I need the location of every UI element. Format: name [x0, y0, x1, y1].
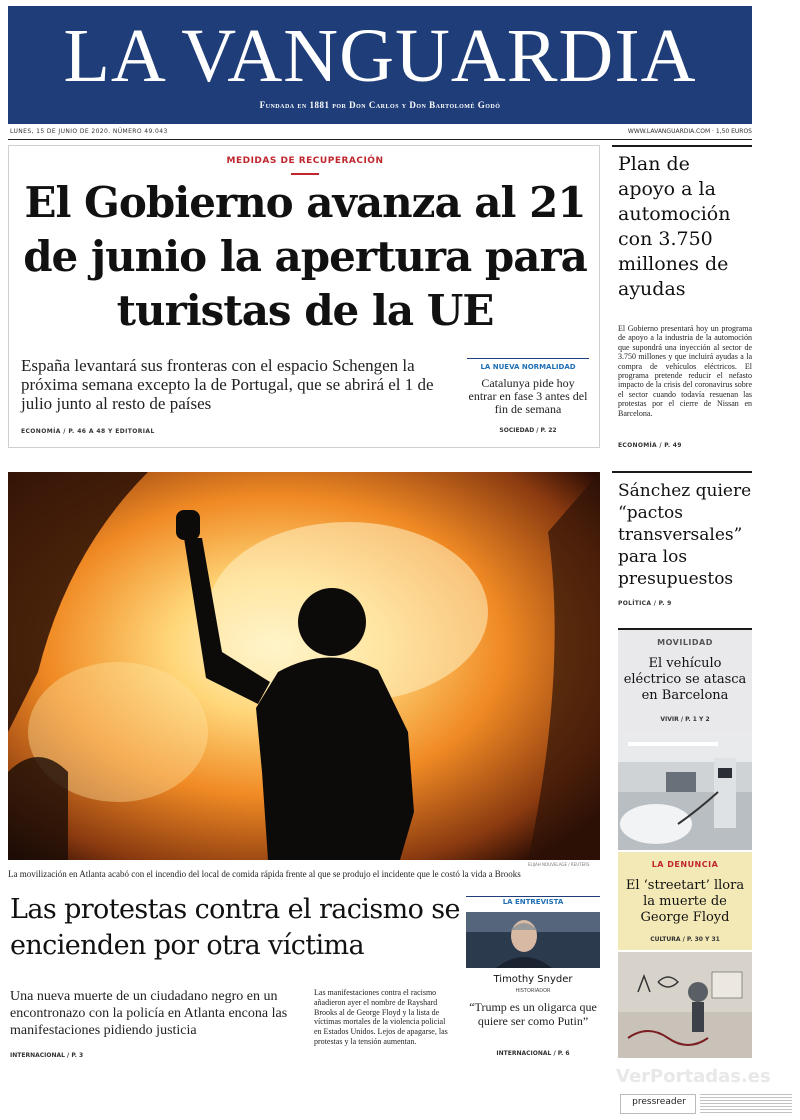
- movilidad-section: VIVIR / P. 1 Y 2: [660, 716, 710, 723]
- sidebar-text: Catalunya pide hoy entrar en fase 3 antes del fin de semana: [468, 376, 588, 416]
- web-price: WWW.LAVANGUARDIA.COM · 1,50 EUROS: [627, 128, 752, 135]
- interview-quote: “Trump es un oligarca que quiere ser como Putin”: [469, 1000, 597, 1028]
- pressreader-label: pressreader: [632, 1097, 686, 1107]
- interview-kicker: LA ENTREVISTA: [502, 898, 564, 906]
- auto-plan-headline[interactable]: Plan de apoyo a la automoción con 3.750 millones de ayudas: [618, 153, 731, 300]
- denuncia-section: CULTURA / P. 30 Y 31: [650, 936, 720, 943]
- newspaper-subtitle: Fundada en 1881 por Don Carlos y Don Bartolomé Godó: [259, 100, 501, 110]
- fire-protest-photo: [8, 472, 600, 860]
- right-col-rule-2: [612, 471, 752, 473]
- protests-headline[interactable]: Las protestas contra el racismo se encienden por otra víctima: [10, 894, 460, 961]
- lead-deck: España levantará sus fronteras con el espacio Schengen la próxima semana excepto la de Portugal, que se abrirá el 1 de julio junto al resto de países: [21, 356, 434, 413]
- dateline: LUNES, 15 DE JUNIO DE 2020. NÚMERO 49.043: [10, 128, 168, 135]
- movilidad-panel[interactable]: [618, 628, 752, 732]
- lead-story[interactable]: [8, 145, 600, 448]
- protests-section[interactable]: INTERNACIONAL / P. 3: [10, 1052, 84, 1059]
- newspaper-title: LA VANGUARDIA: [63, 14, 697, 98]
- photo-caption: La movilización en Atlanta acabó con el incendio del local de comida rápida frente al que se produjo el incidente que le costó la vida a Brooks: [8, 869, 521, 879]
- photo-credit: ELIJAH NOUVELAGE / REUTERS: [528, 862, 590, 867]
- kicker-underline: [291, 173, 319, 175]
- movilidad-headline: El vehículo eléctrico se atasca en Barcelona: [623, 656, 747, 703]
- sidebar-kicker: LA NUEVA NORMALIDAD: [480, 363, 576, 371]
- denuncia-headline: El ‘streetart’ llora la muerte de George Floyd: [625, 878, 745, 925]
- charging-station-photo: [618, 732, 752, 850]
- legal-fine-print: [700, 1094, 792, 1114]
- sanchez-section[interactable]: POLÍTICA / P. 9: [618, 600, 672, 607]
- lead-kicker: MEDIDAS DE RECUPERACIÓN: [226, 156, 384, 166]
- interview-role: HISTORIADOR: [515, 988, 551, 994]
- denuncia-kicker: LA DENUNCIA: [651, 860, 719, 869]
- sidebar-section: SOCIEDAD / P. 22: [499, 427, 557, 434]
- lead-sidebar[interactable]: [467, 358, 589, 434]
- snyder-portrait: [466, 912, 600, 968]
- right-col-rule: [612, 145, 752, 147]
- protests-body: Las manifestaciones contra el racismo añadieron ayer el nombre de Rayshard Brooks al de George Floyd y la lista de víctimas mortales de la violencia policial en Estados Unidos. Lejos de apagarse, las protestas y la tensión aumentan.: [314, 988, 448, 1046]
- auto-plan-section[interactable]: ECONOMÍA / P. 49: [618, 442, 682, 449]
- masthead: [8, 6, 752, 124]
- watermark: VerPortadas.es: [616, 1066, 771, 1087]
- streetart-photo: [618, 952, 752, 1058]
- interview-section: INTERNACIONAL / P. 6: [496, 1050, 570, 1057]
- lead-section[interactable]: ECONOMÍA / P. 46 A 48 Y EDITORIAL: [21, 428, 155, 435]
- auto-plan-body: El Gobierno presentará hoy un programa de apoyo a la industria de la automoción que supondrá una inyección al sector de 3.750 millones y que incluirá ayudas a la compra de vehículos eléctricos. El programa pretende reducir el nefasto impacto de la crisis del coronavirus sobre el sector cuando todavía resuenan las protestas por el cierre de Nissan en Barcelona.: [618, 324, 752, 418]
- lead-headline[interactable]: El Gobierno avanza al 21 de junio la apertura para turistas de la UE: [23, 178, 587, 335]
- sanchez-headline[interactable]: Sánchez quiere “pactos transversales” para los presupuestos: [618, 481, 752, 589]
- header-rule: [8, 139, 752, 140]
- pressreader-badge[interactable]: [620, 1094, 696, 1114]
- interview-rule: [466, 896, 600, 897]
- movilidad-kicker: MOVILIDAD: [657, 638, 713, 647]
- denuncia-panel[interactable]: [618, 852, 752, 950]
- interview-name: Timothy Snyder: [493, 974, 573, 985]
- protests-deck: Una nueva muerte de un ciudadano negro en un encontronazo con la policía en Atlanta encona las manifestaciones pidiendo justicia: [10, 989, 288, 1038]
